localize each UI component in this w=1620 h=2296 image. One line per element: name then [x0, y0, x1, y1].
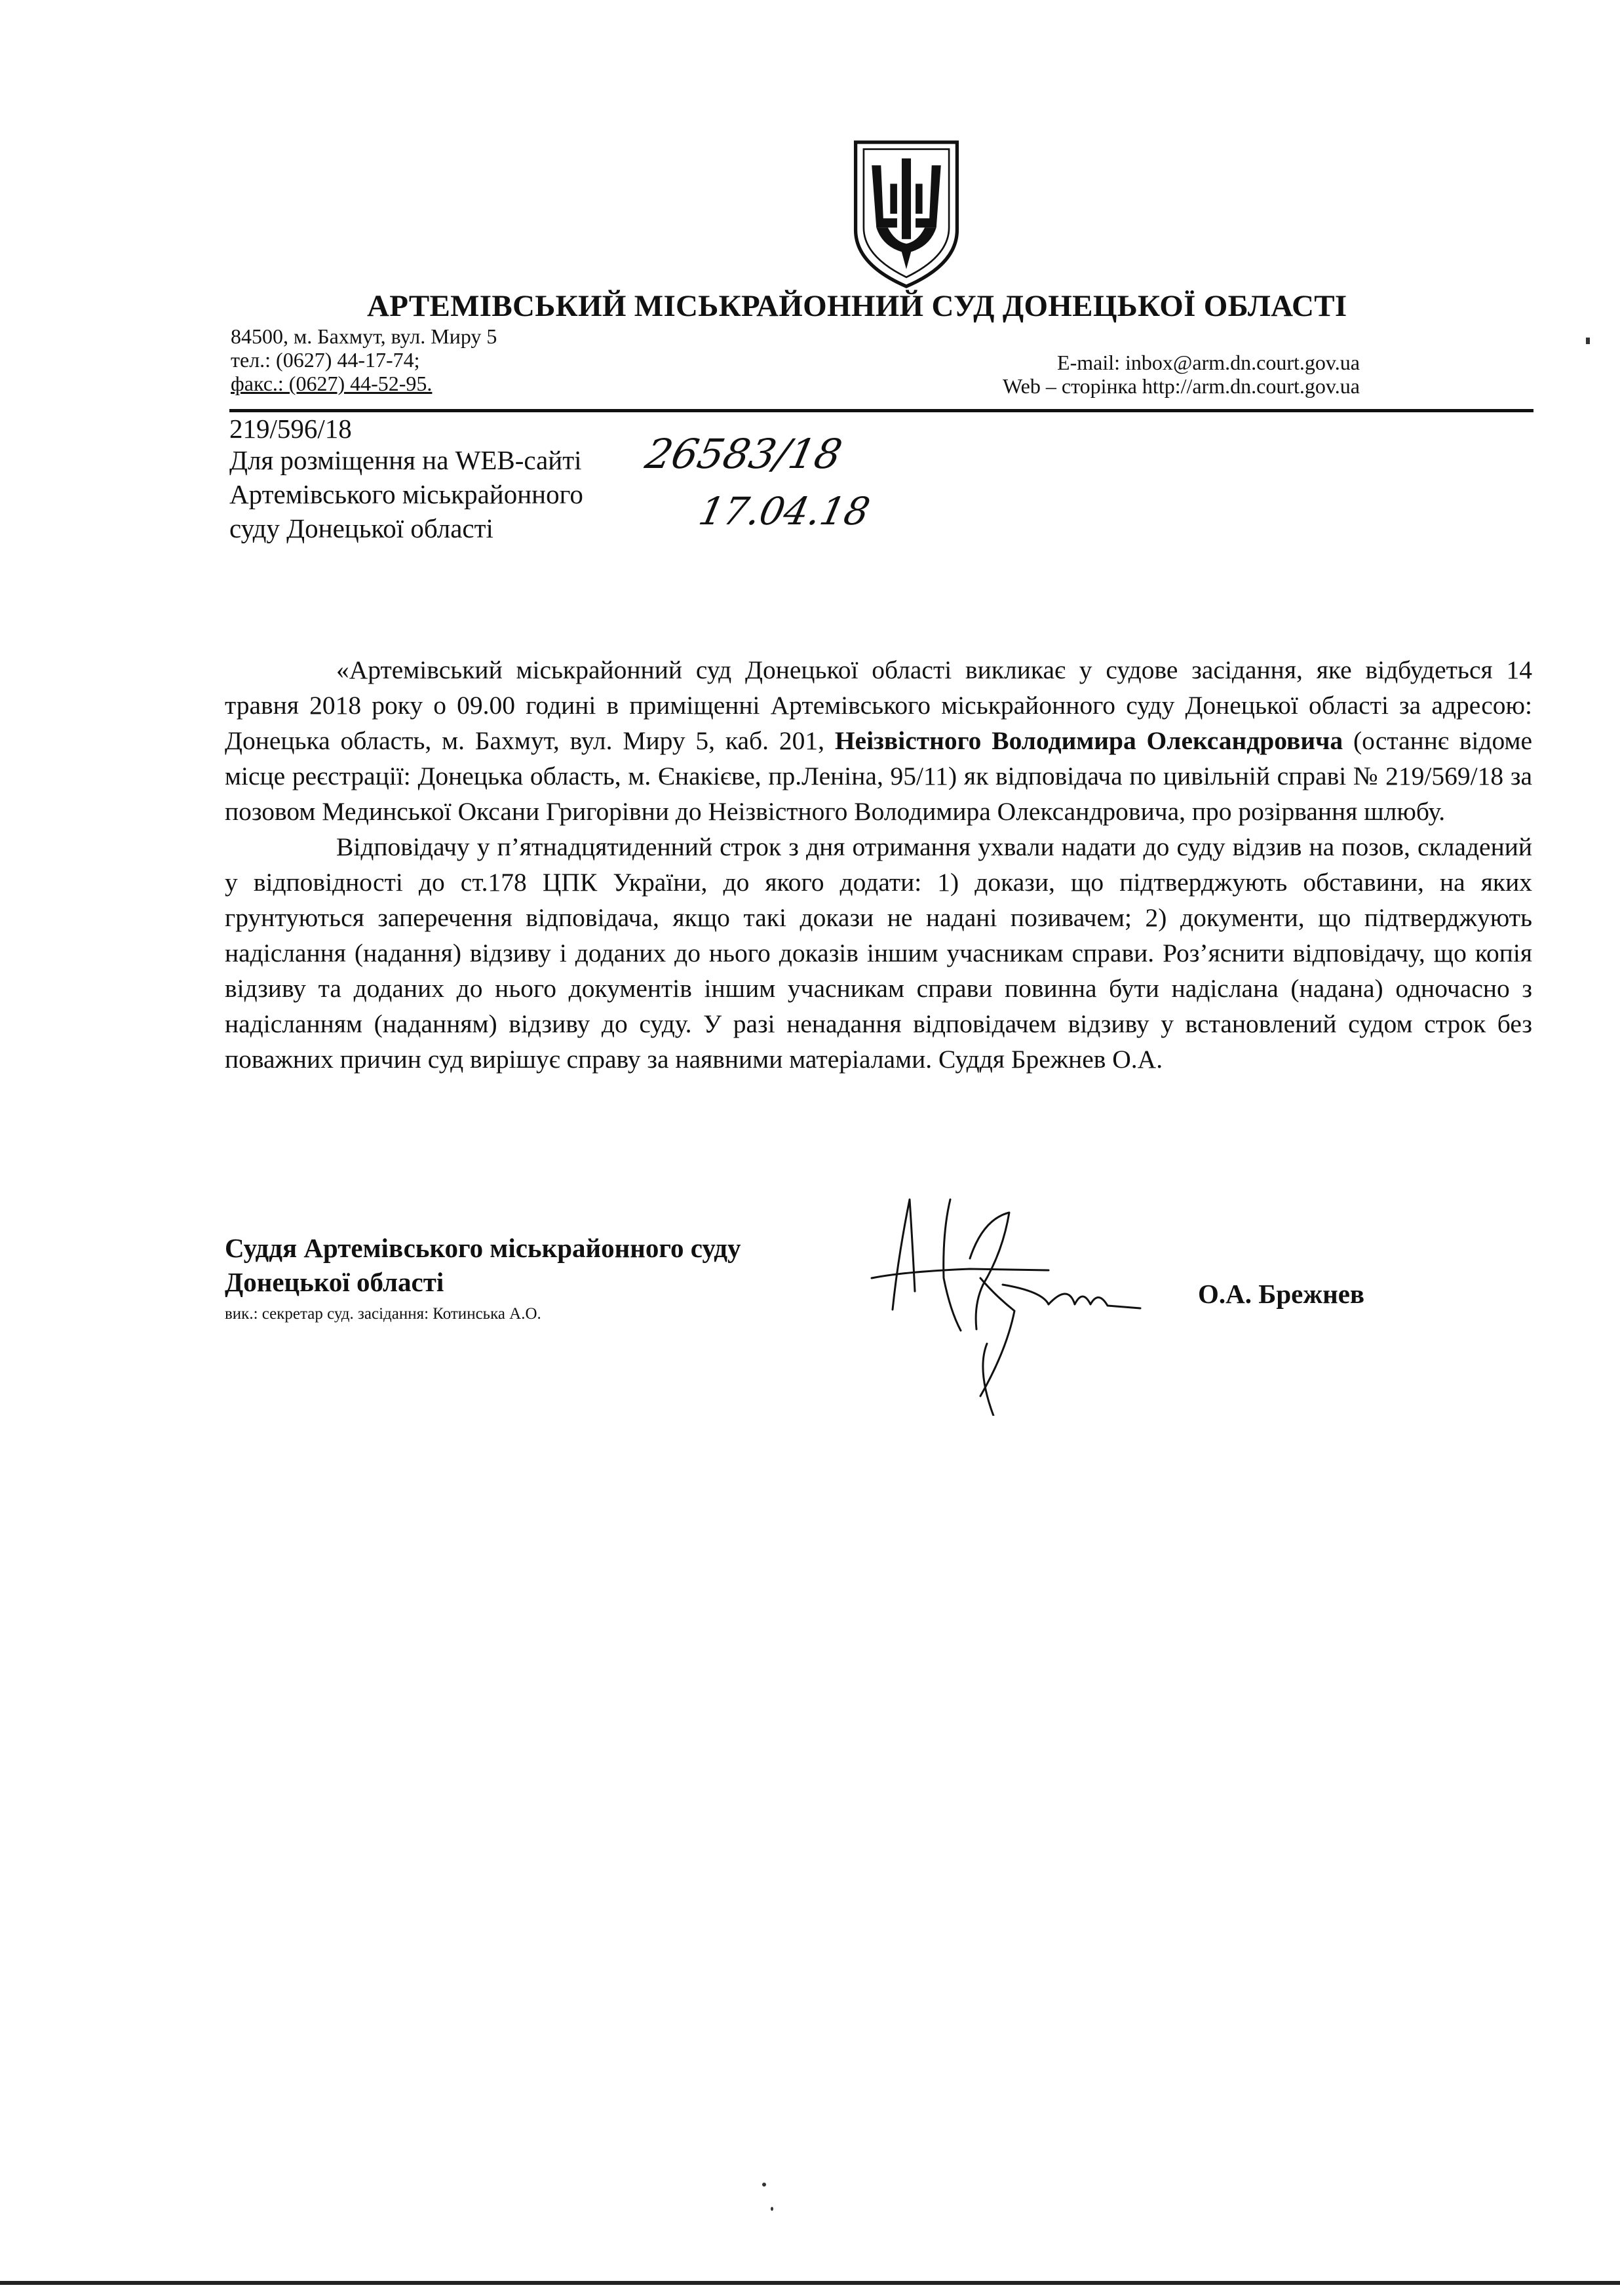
body-paragraph-2: Відповідачу у п’ятнадцятиденний строк з дня отримання ухвали надати до суду відзив на позов, складений у відповідності до ст.178 ЦПК України, до якого додати: 1) докази, що підтверджують обставини, на яких грунтуються заперечення відповідача, якщо такі докази не надані позивачем; 2) документи, що підтверджують надіслання (надання) відзиву і доданих до нього доказів іншим учасникам справи. Роз’яснити відповідачу, що копія відзиву та доданих до нього документів іншим учасникам справи повинна бути надіслана (надана) одночасно з надісланням (наданням) відзиву до суду. У разі ненадання відповідачем відзиву у встановлений судом строк без поважних причин суд вирішує справу за наявними матеріалами. Суддя Брежнев О.А.	[225, 832, 1532, 1074]
judge-title-line1: Суддя Артемівського міськрайонного суду	[225, 1233, 741, 1263]
body-p1-start: «Артемівський міськрайонний суд Донецької області викликає у судове засідання, яке відбудеться 14 травня 2018 року о 09.00 годині в приміщенні Артемівського міськрайонного суду Донецької області за адресою: Донецька область, м. Бахмут, вул. Миру 5, каб. 201,	[225, 655, 1532, 755]
body-p1-end: (останнє відоме місце реєстрації: Донецька область, м. Єнакієве, пр.Леніна, 95/11) як відповідача по цивільній справі № 219/569/18 за позовом Мединської Оксани Григорівни до Неізвістного Володимира Олександровича, про розірвання шлюбу.	[225, 726, 1532, 826]
handwritten-signature-icon	[852, 1180, 1219, 1416]
handwritten-reg-number: 26583/18	[641, 430, 846, 478]
placement-note-line2: Артемівського міськрайонного	[229, 479, 583, 509]
court-email: E-mail: inbox@arm.dn.court.gov.ua	[1057, 351, 1360, 374]
handwritten-registration	[639, 427, 888, 545]
letterhead-contacts-right	[885, 351, 1360, 398]
executor-note: вик.: секретар суд. засідання: Котинська А.О.	[225, 1305, 541, 1323]
court-phone: тел.: (0627) 44-17-74;	[231, 348, 420, 372]
letterhead-divider	[229, 409, 1533, 412]
judge-title-line2: Донецької області	[225, 1267, 444, 1297]
case-number: 219/596/18	[229, 414, 352, 444]
defendant-name: Неізвістного Володимира Олександровича	[834, 726, 1343, 755]
court-title: АРТЕМІВСЬКИЙ МІСЬКРАЙОННИЙ СУД ДОНЕЦЬКОЇ ОБЛАСТІ	[367, 289, 1347, 323]
scan-speck	[771, 2207, 773, 2211]
judge-name: О.А. Брежнев	[1198, 1279, 1365, 1309]
scan-artifact	[1586, 338, 1590, 344]
document-body	[225, 652, 1532, 1077]
scan-bottom-edge	[0, 2281, 1620, 2285]
coat-of-arms-icon	[849, 138, 964, 291]
placement-note	[229, 443, 583, 545]
scan-speck	[762, 2183, 766, 2187]
letterhead-contacts-left	[231, 324, 497, 395]
court-web: Web – сторінка http://arm.dn.court.gov.ua	[1003, 374, 1360, 398]
judge-title	[225, 1231, 741, 1299]
handwritten-date: 17.04.18	[695, 489, 874, 534]
court-fax: факс.: (0627) 44-52-95.	[231, 372, 433, 395]
placement-note-line3: суду Донецької області	[229, 513, 493, 543]
court-address: 84500, м. Бахмут, вул. Миру 5	[231, 324, 497, 348]
placement-note-line1: Для розміщення на WEB-сайті	[229, 445, 582, 475]
body-paragraph-1	[225, 652, 1532, 829]
